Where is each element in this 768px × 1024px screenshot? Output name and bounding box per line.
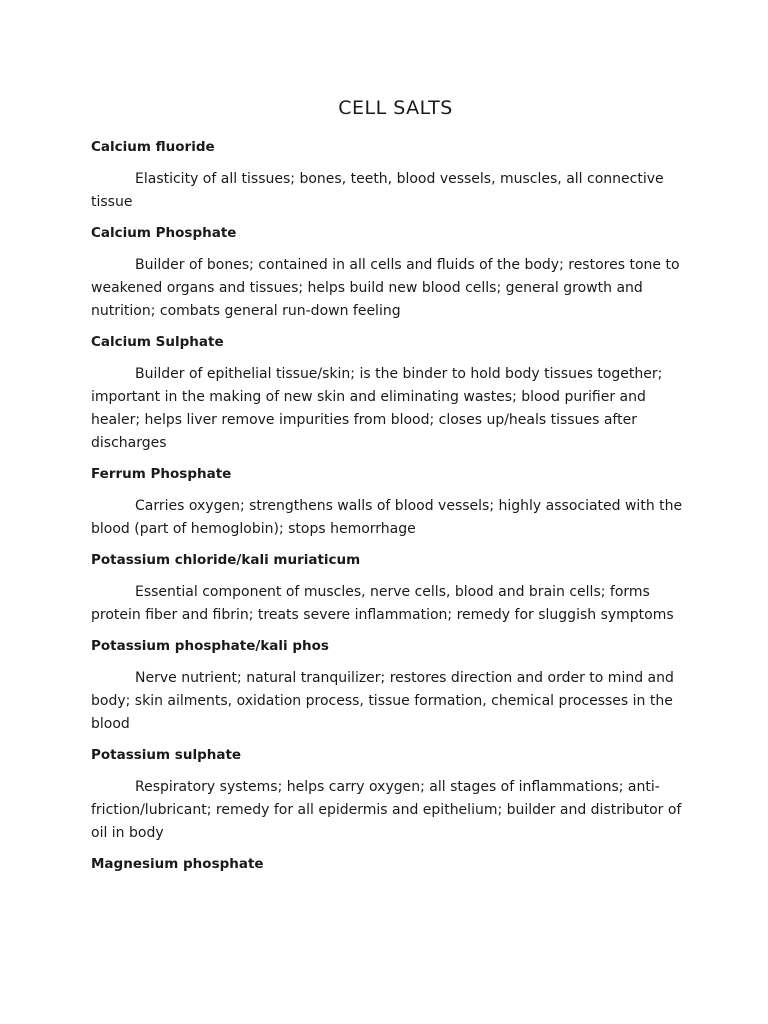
entry-body: Essential component of muscles, nerve cells, blood and brain cells; forms protein fiber and fibrin; treats severe inflammation; remedy for sluggish symptoms: [91, 584, 674, 623]
entry-heading: Potassium chloride/kali muriaticum: [91, 552, 361, 568]
entry-ferrum-phosphate: [91, 465, 692, 541]
entry-heading: Potassium phosphate/kali phos: [91, 638, 329, 654]
entry-heading: Calcium Sulphate: [91, 334, 224, 350]
entry-body: Respiratory systems; helps carry oxygen; all stages of inflammations; anti-friction/lubricant; remedy for all epidermis and epithelium; builder and distributor of oil in body: [91, 779, 682, 841]
entry-body: Builder of bones; contained in all cells and fluids of the body; restores tone to weakened organs and tissues; helps build new blood cells; general growth and nutrition; combats general run-down feeling: [91, 257, 680, 319]
entry-heading: Potassium sulphate: [91, 747, 242, 763]
entry-heading: Ferrum Phosphate: [91, 466, 232, 482]
entry-body: Builder of epithelial tissue/skin; is the binder to hold body tissues together; important in the making of new skin and eliminating wastes; blood purifier and healer; helps liver remove impurities from blood; closes up/heals tissues after discharges: [91, 366, 663, 451]
entry-potassium-phosphate: [91, 637, 692, 736]
entry-body: Elasticity of all tissues; bones, teeth, blood vessels, muscles, all connective tissue: [91, 171, 664, 210]
entry-magnesium-phosphate: [91, 855, 692, 873]
entry-potassium-sulphate: [91, 746, 692, 845]
entry-heading: Calcium fluoride: [91, 139, 215, 155]
document-title: CELL SALTS: [338, 97, 453, 119]
entry-body: Carries oxygen; strengthens walls of blood vessels; highly associated with the blood (part of hemoglobin); stops hemorrhage: [91, 498, 683, 537]
entry-heading: Magnesium phosphate: [91, 856, 264, 872]
entry-calcium-fluoride: [91, 138, 692, 214]
entry-calcium-phosphate: [91, 224, 692, 323]
entry-potassium-chloride: [91, 551, 692, 627]
entry-body: Nerve nutrient; natural tranquilizer; restores direction and order to mind and body; skin ailments, oxidation process, tissue formation, chemical processes in the blood: [91, 670, 674, 732]
entry-calcium-sulphate: [91, 333, 692, 455]
entry-heading: Calcium Phosphate: [91, 225, 237, 241]
